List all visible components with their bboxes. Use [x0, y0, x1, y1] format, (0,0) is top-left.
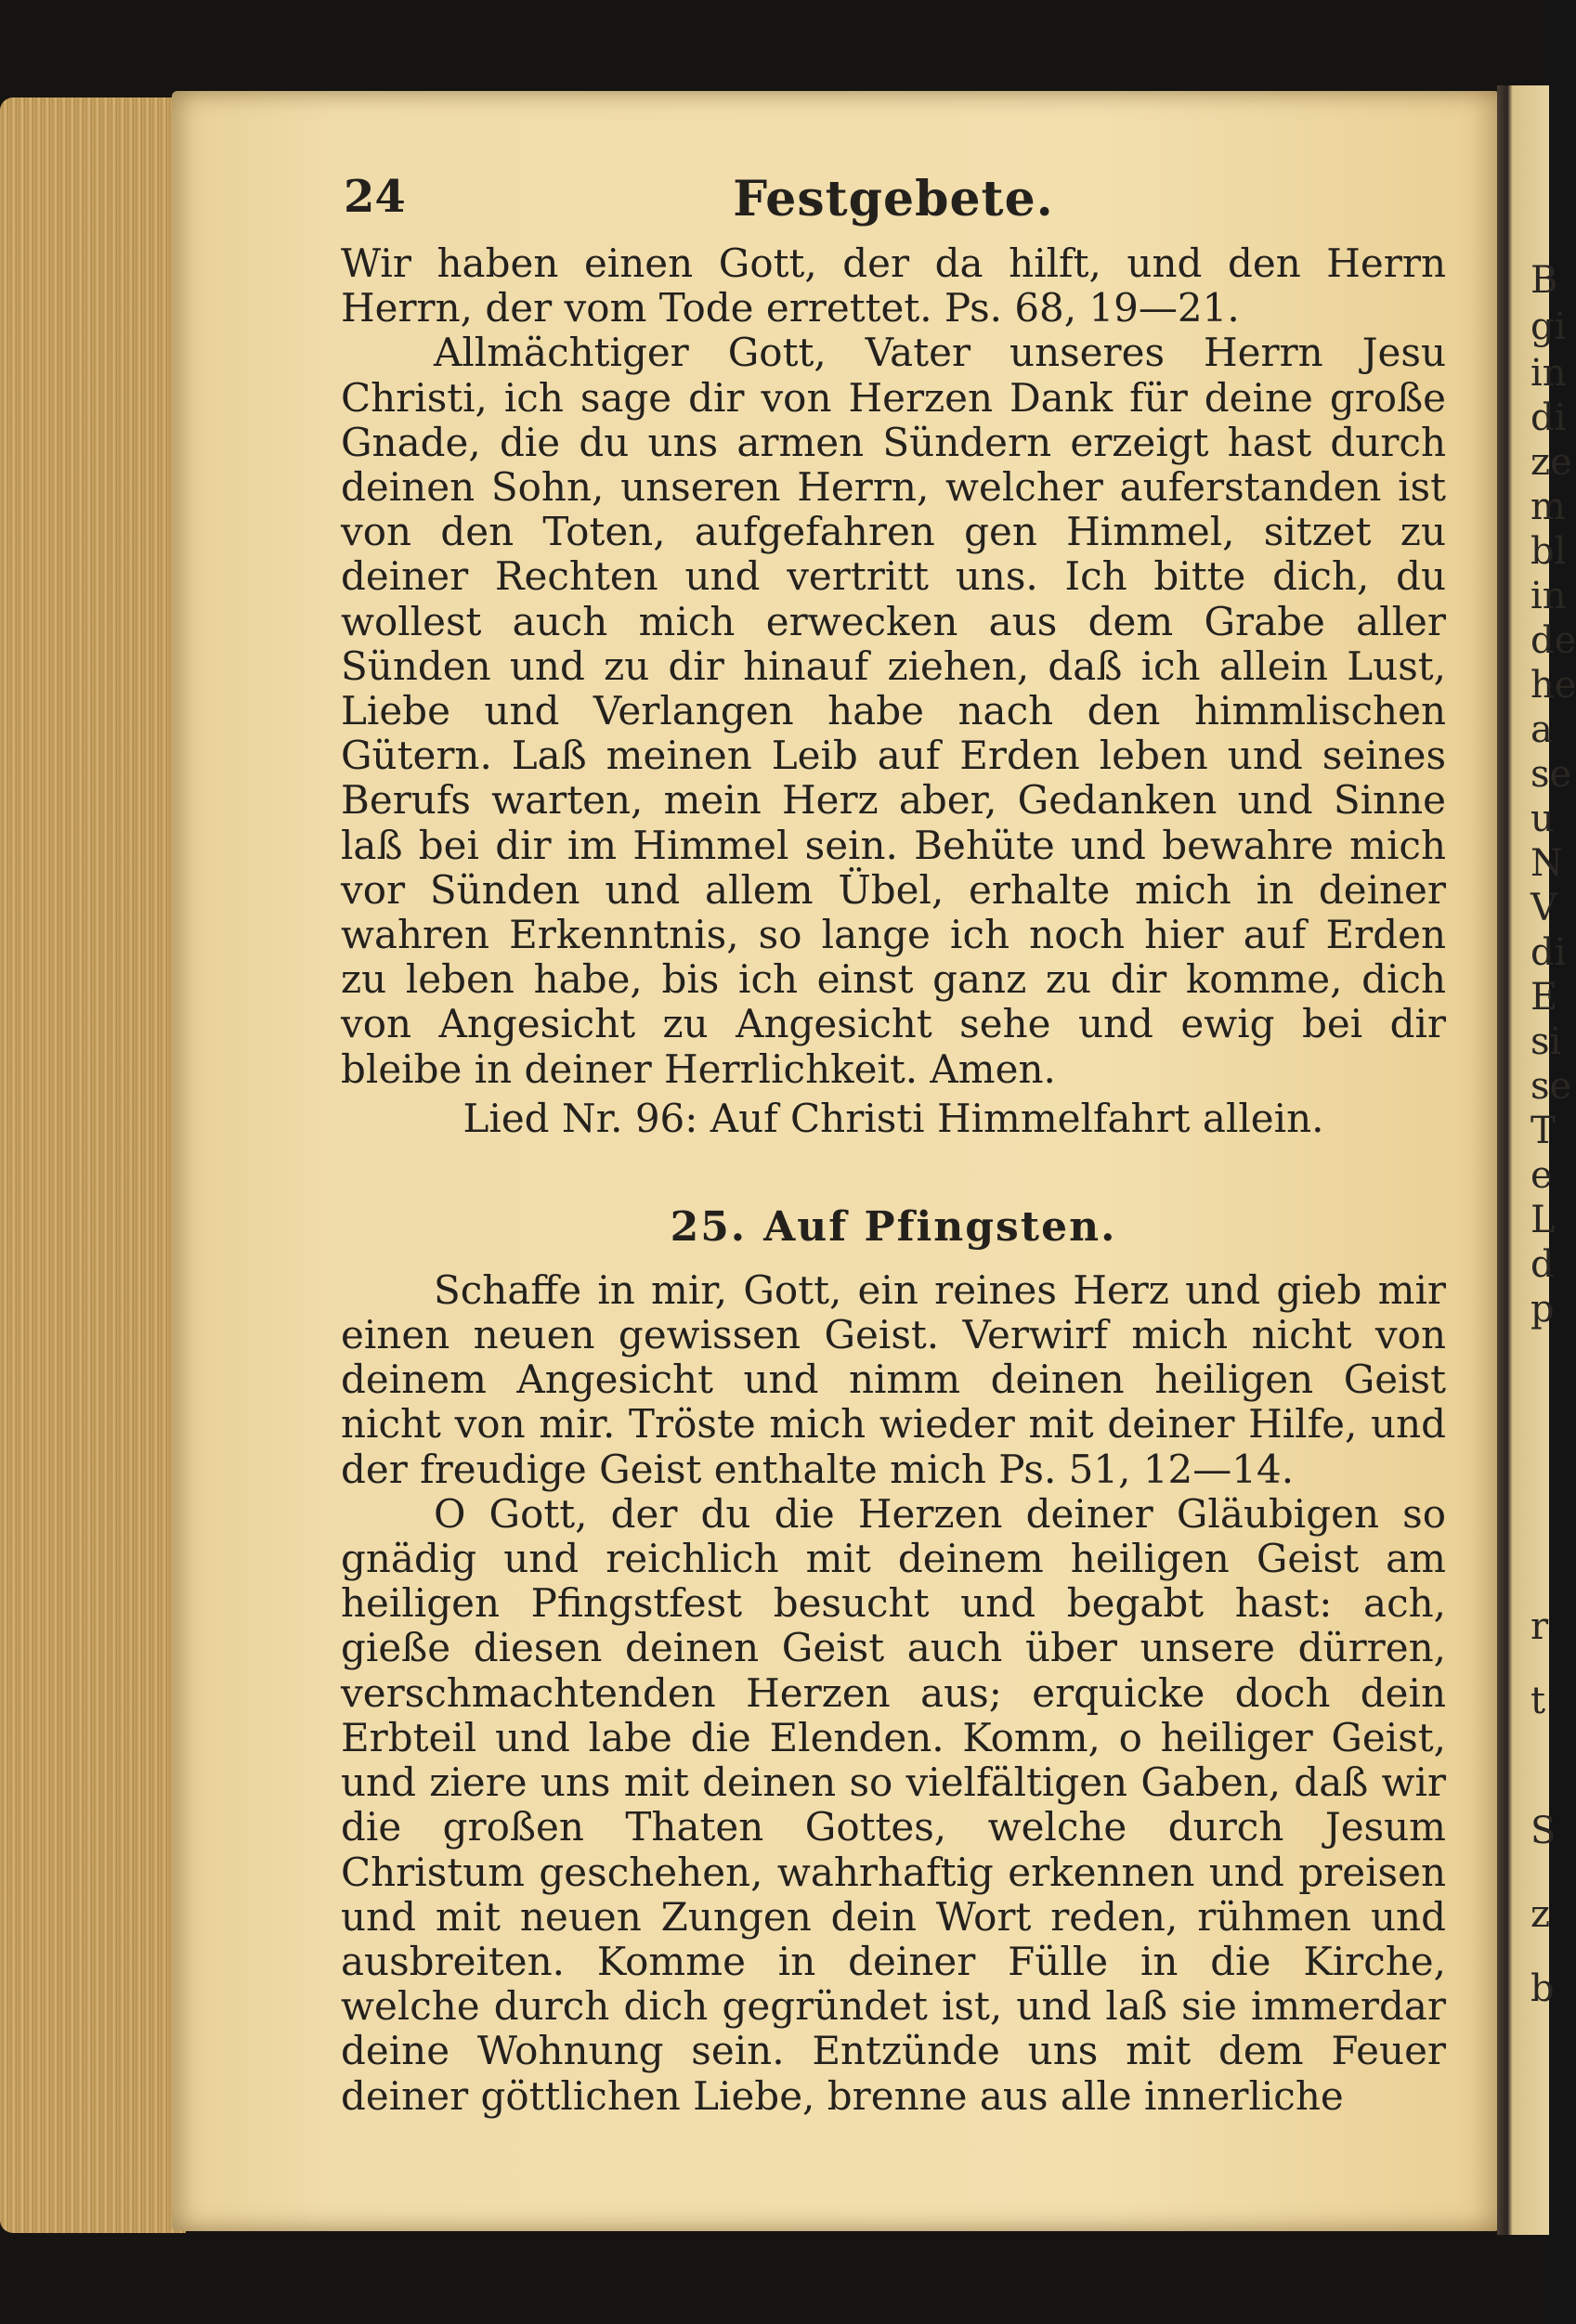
next-page-fragment: r [1530, 1605, 1549, 1648]
next-page-fragment: d [1530, 1243, 1555, 1286]
running-title: Festgebete. [733, 171, 1054, 227]
next-page-fragment: p [1530, 1288, 1555, 1331]
next-page-fragment: ze [1530, 441, 1572, 484]
page-text [341, 158, 1446, 2119]
running-head [341, 158, 1446, 232]
page-number: 24 [344, 171, 406, 223]
next-page-fragment: z [1530, 1893, 1551, 1936]
next-page-fragment: b [1530, 1967, 1555, 2010]
section-heading [341, 1200, 1446, 1255]
next-page-fragment: N [1530, 842, 1563, 885]
next-page-fragment: si [1530, 1020, 1562, 1063]
next-page-fragment: in [1530, 352, 1567, 395]
pentecost-prayer: O Gott, der du die Herzen deiner Gläubigen so gnädig und reichlich mit deinem heiligen Geist am heiligen Pfingstfest besucht und begabt hast: ach, gieße diesen deinen Geist auch über unsere dürren, verschmachtenden Herzen aus; erquicke doch dein Erbteil und labe die Elenden. Komm, o heiliger Geist, und ziere uns mit deinen so vielfältigen Gaben, daß wir die großen Thaten Gottes, welche durch Jesum Christum geschehen, wahrhaftig erkennen und preisen und mit neuen Zungen dein Wort reden, rühmen und ausbreiten. Komme in deiner Fülle in die Kirche, welche durch dich gegründet ist, und laß sie immerdar deine Wohnung sein. Entzünde uns mit dem Feuer deiner göttlichen Liebe, brenne aus alle innerliche [341, 1490, 1446, 2119]
section-title: Auf Pfingsten. [763, 1202, 1117, 1251]
next-page-fragment: di [1530, 931, 1567, 974]
next-page-fragment: di [1530, 396, 1567, 439]
next-page-fragment: de [1530, 619, 1576, 662]
next-page-fragment: gi [1530, 305, 1567, 348]
book-page-edges [0, 97, 186, 2233]
next-page-fragment: E [1530, 976, 1558, 1019]
section-number: 25. [670, 1202, 748, 1251]
next-page-fragment: V [1530, 887, 1557, 929]
pentecost-verse: Schaffe in mir, Gott, ein reines Herz und gieb mir einen neuen gewissen Geist. Verwirf mich nicht von deinem Angesicht und nimm deinen heiligen Geist nicht von mir. Tröste mich wieder mit deiner Hilfe, und der freudige Geist enthalte mich Ps. 51, 12—14. [341, 1266, 1446, 1492]
next-page-fragment: m [1530, 486, 1566, 528]
next-page-fragment: T [1530, 1110, 1556, 1152]
next-page-fragment: L [1530, 1199, 1556, 1241]
next-page-fragment: a [1530, 708, 1553, 751]
next-page-fragment: in [1530, 575, 1567, 617]
ascension-verse: Wir haben einen Gott, der da hilft, und den Herrn Herrn, der vom Tode errettet. Ps. 68, 19—21. [341, 240, 1446, 331]
next-page-fragment: bl [1530, 530, 1567, 573]
next-page-fragment: t [1530, 1680, 1546, 1722]
next-page-edge [1497, 85, 1576, 2235]
next-page-fragment: se [1530, 753, 1572, 796]
next-page-fragment: se [1530, 1065, 1572, 1108]
ascension-prayer: Allmächtiger Gott, Vater unseres Herrn Jesu Christi, ich sage dir von Herzen Dank für deine große Gnade, die du uns armen Sündern erzeigt hast durch deinen Sohn, unseren Herrn, welcher auferstanden ist von den Toten, aufgefahren gen Himmel, sitzet zu deiner Rechten und vertritt uns. Ich bitte dich, du wollest auch mich erwecken aus dem Grabe aller Sünden und zu dir hinauf ziehen, daß ich allein Lust, Liebe und Verlangen habe nach den himmlischen Gütern. Laß meinen Leib auf Erden leben und seines Berufs warten, mein Herz aber, Gedanken und Sinne laß bei dir im Himmel sein. Behüte und bewahre mich vor Sünden und allem Übel, erhalte mich in deiner wahren Erkenntnis, so lange ich noch hier auf Erden zu leben habe, bis ich einst ganz zu dir komme, dich von Angesicht zu Angesicht sehe und ewig bei dir bleibe in deiner Herrlichkeit. Amen. [341, 330, 1446, 1092]
next-page-fragment: B [1530, 259, 1558, 302]
next-page-fragment: S [1530, 1810, 1556, 1852]
next-page-fragment: e [1530, 1154, 1553, 1197]
hymn-reference: Lied Nr. 96: Auf Christi Himmelfahrt allein. [462, 1095, 1324, 1141]
next-page-fragment: he [1530, 664, 1576, 707]
next-page-fragment: u [1530, 798, 1555, 840]
